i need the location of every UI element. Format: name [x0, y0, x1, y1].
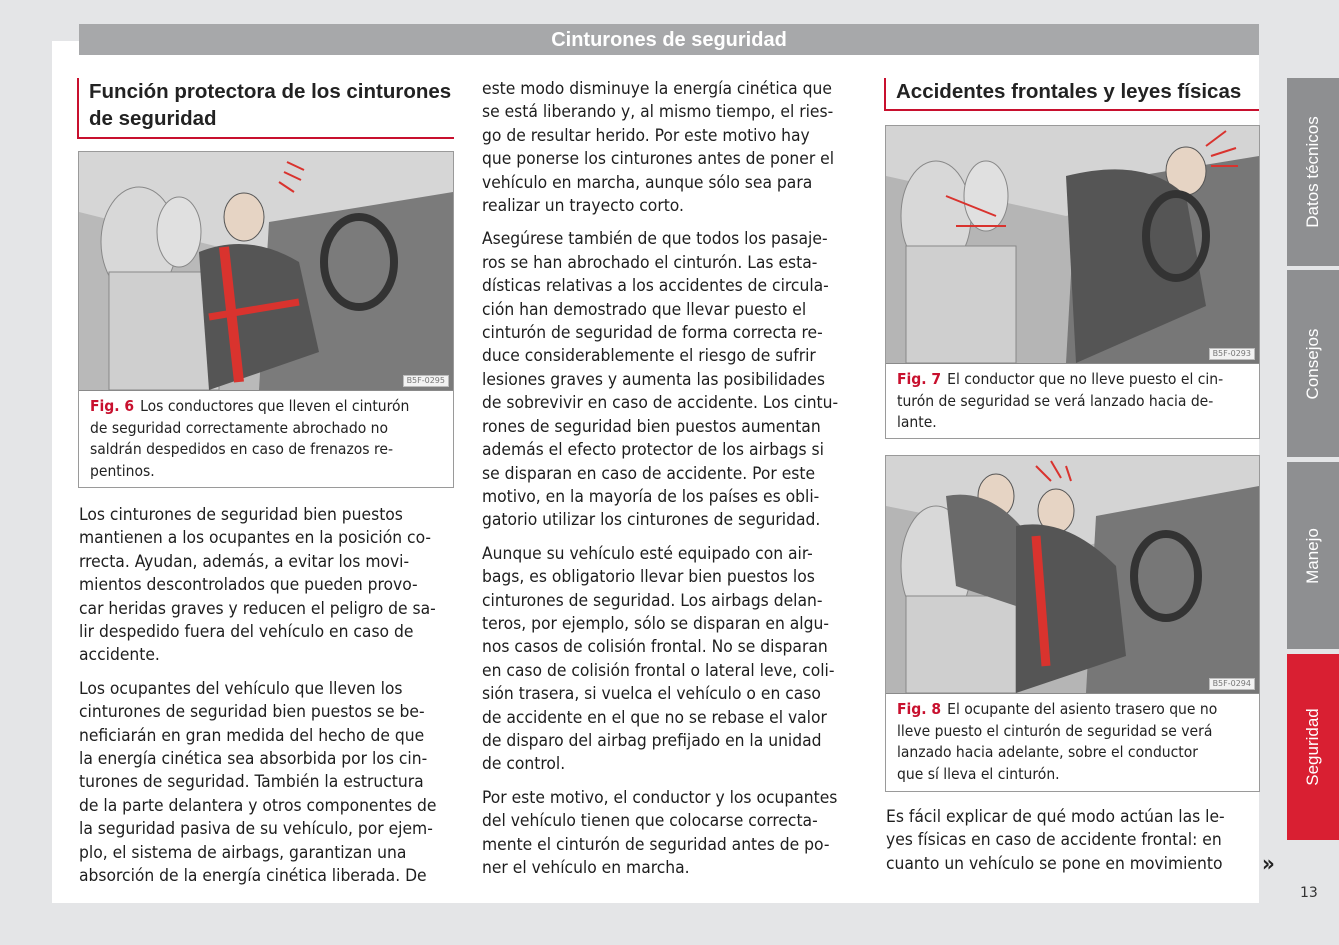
- heading-line: Función protectora de los cinturones: [89, 80, 452, 103]
- tab-consejos[interactable]: [1287, 270, 1339, 457]
- text-line: Asegúrese también de que todos los pasaje-: [482, 229, 828, 250]
- text-line: vehículo en marcha, aunque sólo sea para: [482, 172, 813, 193]
- tab-seguridad[interactable]: [1287, 654, 1339, 840]
- text-line: cuanto un vehículo se pone en movimiento: [886, 853, 1223, 874]
- text-line: mantienen a los ocupantes en la posición co-: [79, 528, 432, 549]
- text-line: Los cinturones de seguridad bien puestos: [79, 505, 403, 525]
- text-line: cinturón de seguridad de forma correcta re-: [482, 323, 823, 344]
- text-line: lir despedido fuera del vehículo en caso de: [79, 622, 414, 643]
- text-line: este modo disminuye la energía cinética que: [482, 79, 832, 99]
- text-line: de control.: [482, 754, 566, 775]
- caption-line: de seguridad correctamente abrochado no: [90, 418, 389, 437]
- text-line: mente el cinturón de seguridad antes de po-: [482, 834, 830, 855]
- text-line: dísticas relativas a los accidentes de circula-: [482, 276, 829, 297]
- heading-funcion-protectora: [77, 78, 454, 139]
- text-line: duce considerablemente el riesgo de sufrir: [482, 346, 816, 367]
- paragraph: [482, 787, 862, 881]
- paragraph: [886, 806, 1256, 876]
- caption-line: El ocupante del asiento trasero que no: [947, 700, 1218, 718]
- text-line: de sobrevivir en caso de accidente. Los cintu-: [482, 393, 839, 414]
- figure-6: [78, 151, 454, 488]
- tab-label: Consejos: [1303, 328, 1322, 399]
- text-line: car heridas graves y reducen el peligro de sa-: [79, 598, 436, 619]
- text-line: mientos descontrolados que pueden provo-: [79, 575, 418, 596]
- caption-line: Los conductores que lleven el cinturón: [140, 397, 410, 415]
- paragraph: [482, 543, 862, 777]
- section-header: [79, 24, 1259, 55]
- text-line: nos casos de colisión frontal. No se disparan: [482, 637, 828, 658]
- tab-label: Manejo: [1303, 527, 1322, 584]
- caption-line: pentinos.: [90, 461, 155, 480]
- text-line: Aunque su vehículo esté equipado con air-: [482, 543, 813, 564]
- tab-label: Datos técnicos: [1303, 116, 1322, 228]
- text-line: que ponerse los cinturones antes de poner el: [482, 149, 835, 170]
- heading-accidentes-frontales: [884, 78, 1259, 111]
- caption-line: lante.: [897, 413, 937, 431]
- caption-line: saldrán despedidos en caso de frenazos re-: [90, 440, 393, 458]
- heading-line: de seguridad: [89, 107, 217, 130]
- figure-code: B5F-0293: [1209, 348, 1255, 360]
- text-line: rones de seguridad bien puestos aumentan: [482, 416, 821, 437]
- figure-code: B5F-0295: [403, 375, 449, 387]
- text-line: de disparo del airbag prefijado en la unidad: [482, 730, 822, 751]
- page-number: 13: [1300, 885, 1318, 901]
- text-line: Es fácil explicar de qué modo actúan las le-: [886, 807, 1225, 827]
- text-line: cinturones de seguridad bien puestos se be-: [79, 702, 425, 723]
- caption-line: turón de seguridad se verá lanzado hacia de-: [897, 391, 1214, 410]
- figure-code: B5F-0294: [1209, 678, 1255, 690]
- text-line: ros se han abrochado el cinturón. Las esta-: [482, 252, 818, 273]
- car-seatbelt-illustration: [79, 152, 453, 390]
- paragraph: [79, 504, 454, 668]
- text-line: plo, el sistema de airbags, garantizan una: [79, 842, 407, 863]
- text-line: ción han demostrado que llevar puesto el: [482, 299, 807, 320]
- tab-label: Seguridad: [1303, 708, 1322, 786]
- text-line: accidente.: [79, 645, 160, 666]
- text-line: cinturones de seguridad. Los airbags delan-: [482, 590, 823, 611]
- text-line: lesiones graves y aumenta las posibilidades: [482, 369, 825, 390]
- text-line: en caso de colisión frontal o lateral leve, coli-: [482, 660, 835, 681]
- figure-8: [885, 455, 1260, 792]
- paragraph: [79, 678, 454, 889]
- caption-line: lleve puesto el cinturón de seguridad se verá: [897, 721, 1213, 740]
- figure-label: Fig. 6: [90, 397, 135, 415]
- text-line: bags, es obligatorio llevar bien puestos los: [482, 567, 815, 588]
- figure-8-illustration: [886, 456, 1259, 694]
- heading-text: Accidentes frontales y leyes físicas: [896, 80, 1242, 103]
- caption-line: lanzado hacia adelante, sobre el conductor: [897, 743, 1199, 761]
- text-line: del vehículo tienen que colocarse correcta-: [482, 811, 818, 832]
- section-title: Cinturones de seguridad: [551, 29, 787, 51]
- text-line: además el efecto protector de los airbags si: [482, 440, 824, 461]
- middle-body-text: [482, 78, 862, 890]
- figure-label: Fig. 7: [897, 370, 942, 388]
- figure-7: [885, 125, 1260, 439]
- frontal-crash-illustration: [886, 126, 1259, 363]
- figure-6-illustration: [79, 152, 453, 391]
- text-line: de accidente en el que no se rebase el valor: [482, 707, 827, 728]
- text-line: se disparan en caso de accidente. Por este: [482, 463, 816, 484]
- figure-label: Fig. 8: [897, 700, 942, 718]
- continue-next-page-icon[interactable]: »: [1262, 852, 1275, 877]
- text-line: Los ocupantes del vehículo que lleven los: [79, 678, 403, 699]
- figure-8-caption: [886, 694, 1259, 793]
- left-body-text: [79, 504, 454, 899]
- text-line: Por este motivo, el conductor y los ocupantes: [482, 787, 838, 808]
- right-body-text: [886, 806, 1256, 886]
- paragraph: [482, 228, 862, 532]
- text-line: neficiarán en gran medida del hecho de que: [79, 725, 425, 746]
- tab-manejo[interactable]: [1287, 462, 1339, 649]
- text-line: motivo, en la mayoría de los países es obli-: [482, 486, 820, 507]
- text-line: realizar un trayecto corto.: [482, 196, 684, 217]
- text-line: de la parte delantera y otros componentes de: [79, 795, 437, 816]
- text-line: se está liberando y, al mismo tiempo, el ries-: [482, 102, 834, 123]
- text-line: absorción de la energía cinética liberada. De: [79, 866, 427, 887]
- text-line: la energía cinética sea absorbida por los cin-: [79, 749, 428, 770]
- text-line: rrecta. Ayudan, además, a evitar los movi-: [79, 551, 410, 572]
- tab-datos-tecnicos[interactable]: [1287, 78, 1339, 266]
- figure-6-caption: [79, 391, 453, 490]
- text-line: gatorio utilizar los cinturones de seguridad.: [482, 510, 821, 531]
- text-line: teros, por ejemplo, sólo se disparan en algu-: [482, 613, 829, 634]
- rear-passenger-crash-illustration: [886, 456, 1259, 693]
- text-line: ner el vehículo en marcha.: [482, 858, 690, 878]
- text-line: go de resultar herido. Por este motivo hay: [482, 125, 810, 146]
- caption-line: que sí lleva el cinturón.: [897, 764, 1060, 783]
- text-line: turones de seguridad. También la estructura: [79, 772, 424, 793]
- caption-line: El conductor que no lleve puesto el cin-: [947, 370, 1224, 388]
- figure-7-illustration: [886, 126, 1259, 364]
- paragraph: [482, 78, 862, 218]
- figure-7-caption: [886, 364, 1259, 442]
- text-line: la seguridad pasiva de su vehículo, por ejem-: [79, 819, 433, 840]
- text-line: sión trasera, si vuelca el vehículo o en caso: [482, 684, 821, 705]
- text-line: yes físicas en caso de accidente frontal: en: [886, 830, 1222, 851]
